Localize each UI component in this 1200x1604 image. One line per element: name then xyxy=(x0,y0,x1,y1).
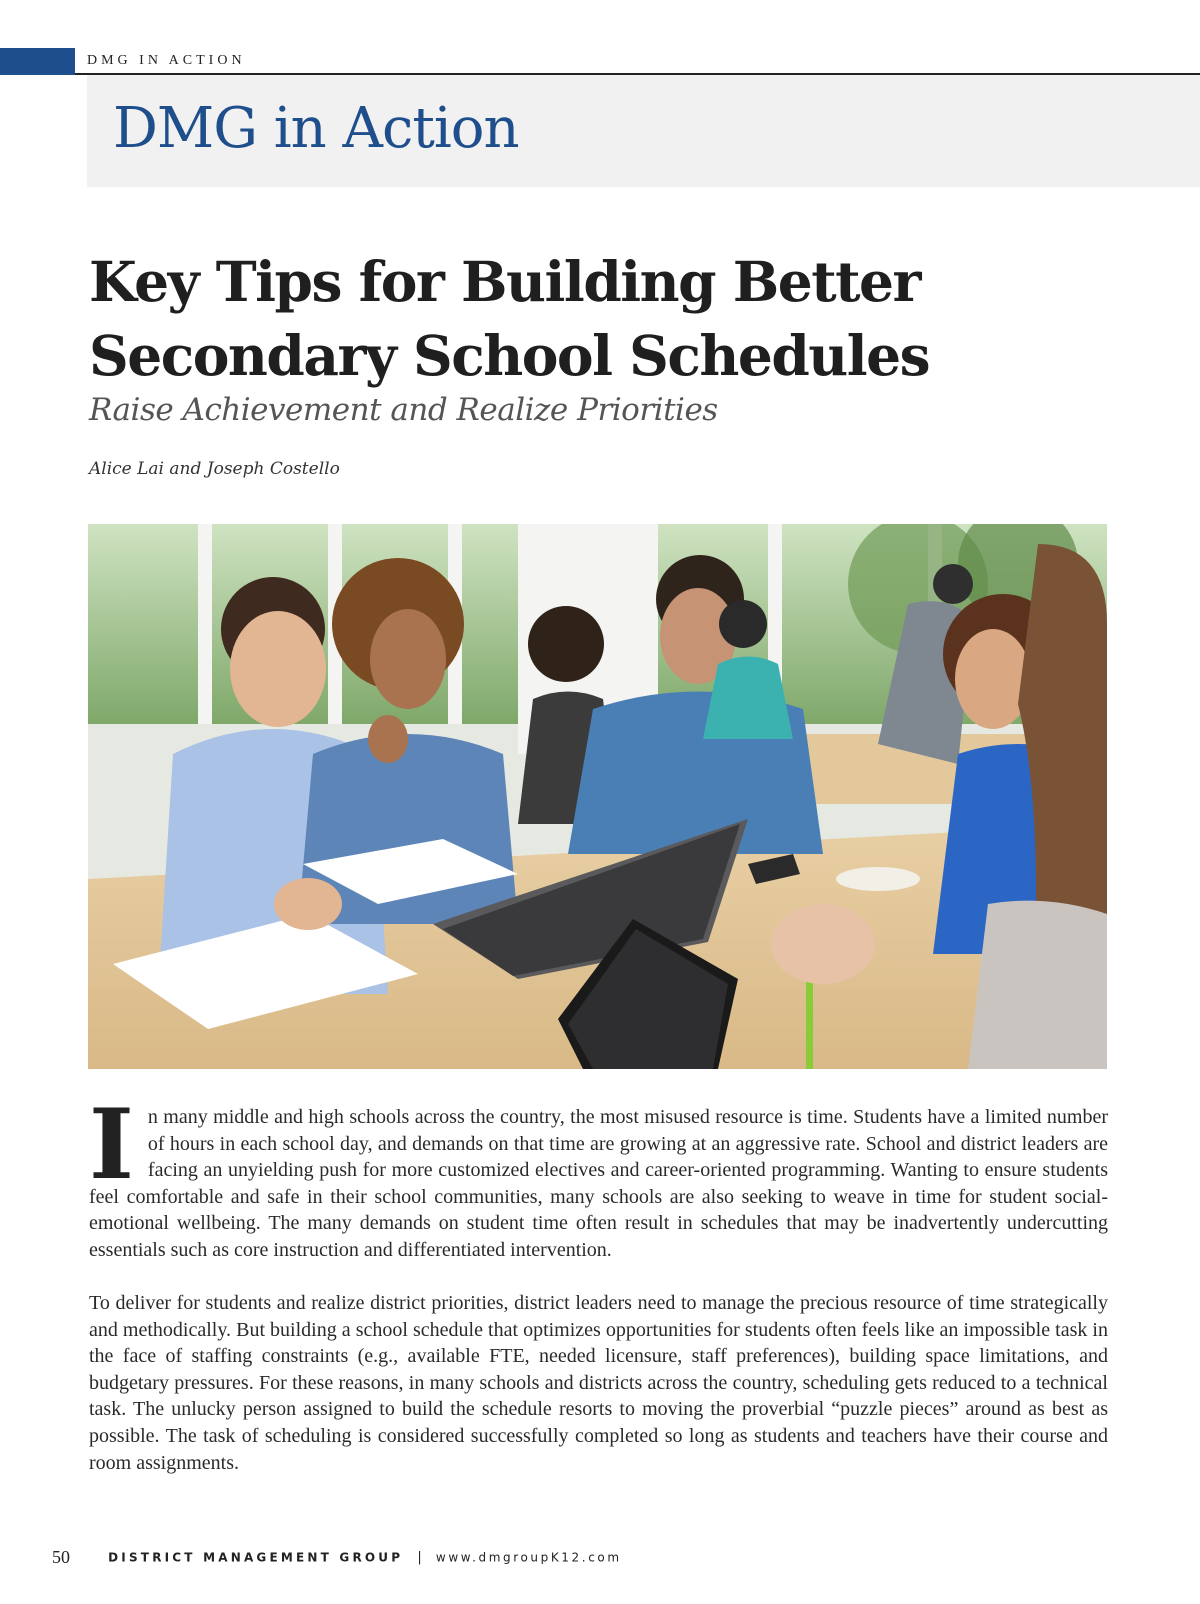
section-label: DMG IN ACTION xyxy=(87,53,246,68)
drop-cap: I xyxy=(89,1088,134,1201)
footer-separator: | xyxy=(417,1550,422,1565)
article-paragraph-2: To deliver for students and realize district priorities, district leaders need to manage the precious resource of time strategically and methodically. But building a school schedule that optimizes opportunities for students often feels like an impossible task in the face of staffing constraints (e.g., available FTE, needed licensure, staff preferences), building space limitations, and budgetary pressures. For these reasons, in many schools and districts across the country, scheduling gets reduced to a technical task. The unlucky person assigned to build the schedule resorts to moving the proverbial “puzzle pieces” around as best as possible. The task of scheduling is considered successfully completed so long as students and teachers have their course and room assignments. xyxy=(89,1292,1108,1474)
article-paragraph-1 xyxy=(89,1088,1108,1264)
students-collaborating-photo xyxy=(88,524,1107,1069)
footer-org-name: DISTRICT MANAGEMENT GROUP xyxy=(108,1550,404,1565)
page-footer xyxy=(52,1547,622,1568)
header-band xyxy=(87,75,1200,187)
article-headline: Key Tips for Building Better Secondary School Schedules xyxy=(89,249,930,388)
paragraph-1-text: n many middle and high schools across the country, the most misused resource is time. Students have a limited number of hours in each school day, and demands on that time are growing at an aggressive rate. School and district leaders are facing an unyielding push for more customized electives and career-oriented programming. Wanting to ensure students feel comfortable and safe in their school communities, many schools are also seeking to weave in time for student social-emotional wellbeing. The many demands on student time often result in schedules that may be inadvertently undercutting essentials such as core instruction and differentiated intervention. xyxy=(89,1106,1108,1261)
page-number: 50 xyxy=(52,1547,70,1567)
article-subtitle: Raise Achievement and Realize Priorities xyxy=(89,392,718,428)
section-title: DMG in Action xyxy=(113,96,519,161)
article-byline: Alice Lai and Joseph Costello xyxy=(89,459,340,479)
footer-website-link[interactable]: www.dmgroupK12.com xyxy=(435,1550,622,1565)
photo-illustration xyxy=(88,524,1107,1069)
section-color-tab xyxy=(0,48,75,75)
